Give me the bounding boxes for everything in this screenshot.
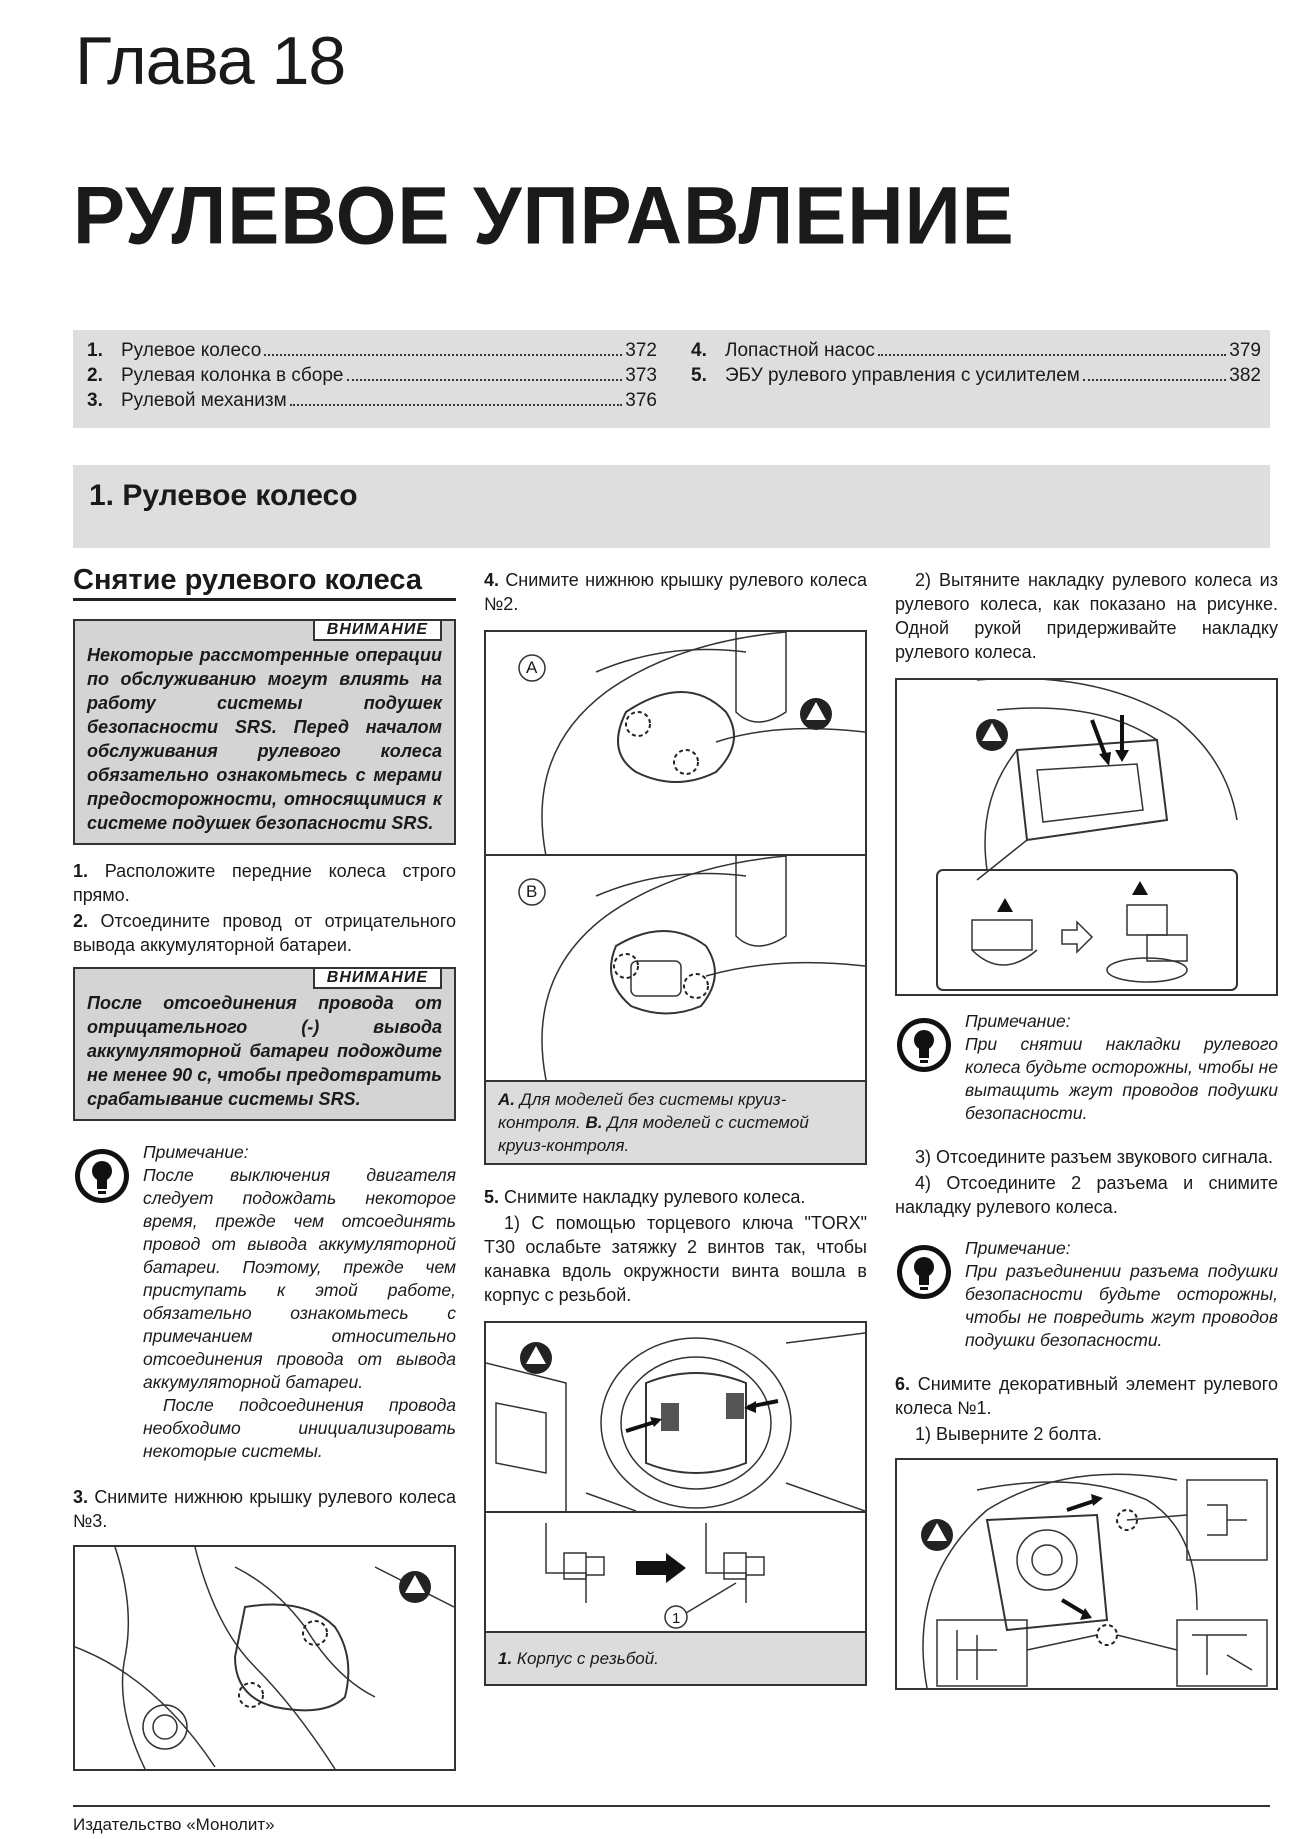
toc-item[interactable]: [87, 365, 657, 390]
toc-item-page: 373: [625, 365, 657, 386]
toc-item-number: 1.: [87, 340, 103, 361]
cover-illustration-a: [486, 632, 865, 856]
caption-key: 1.: [498, 1649, 513, 1668]
warning-label: ВНИМАНИЕ: [313, 619, 442, 641]
step-paragraph: [484, 1185, 867, 1209]
column-1: [73, 564, 456, 1771]
step-paragraph: [895, 1171, 1278, 1219]
figure-label-a: A: [526, 658, 538, 677]
caption-key: B.: [585, 1113, 603, 1132]
step-text: 1) Выверните 2 болта.: [915, 1424, 1102, 1444]
toc-item-number: 5.: [691, 365, 707, 386]
step-text: Снимите накладку рулевого колеса.: [504, 1187, 806, 1207]
note-block: [895, 1237, 1278, 1352]
step-text: Отсоедините провод от отрицательного вывода аккумуляторной батареи.: [73, 911, 456, 955]
warning-text: Некоторые рассмотренные операции по обслуживанию могут влиять на работу системы подушек безопасности SRS. Перед началом обслуживания рулевого колеса обязательно ознакомьтесь с мерами предосторожности, относящимися к системе подушек безопасности SRS.: [87, 645, 442, 833]
figure-caption: [486, 1080, 865, 1163]
step-paragraph: [73, 1485, 456, 1533]
toc-item-page: 372: [625, 340, 657, 361]
warning-label: ВНИМАНИЕ: [313, 967, 442, 989]
steering-pad-illustration: [897, 680, 1276, 994]
column-3: [895, 568, 1278, 1690]
note-text: При снятии накладки рулевого колеса будьте осторожны, чтобы не вытащить жгут проводов подушки безопасности.: [965, 1034, 1278, 1123]
toc-item[interactable]: [691, 340, 1261, 365]
note-text: При разъединении разъема подушки безопасности будьте осторожны, чтобы не повредить жгут проводов подушки безопасности.: [965, 1261, 1278, 1350]
step-text: 1) С помощью торцевого ключа "TORX" T30 ослабьте затяжку 2 винтов так, чтобы канавка вдоль окружности винта вошла в корпус с резьбой.: [484, 1213, 867, 1305]
step-text: 3) Отсоедините разъем звукового сигнала.: [915, 1147, 1273, 1167]
step-paragraph: [484, 1211, 867, 1307]
trim-bolts-illustration: [897, 1460, 1276, 1688]
step-number: 1.: [73, 861, 89, 881]
note-block: [895, 1010, 1278, 1125]
step-paragraph: [484, 568, 867, 616]
toc-item-page: 376: [625, 390, 657, 411]
chapter-label: Глава 18: [75, 23, 346, 99]
caption-text: Для моделей без системы круиз-контроля.: [498, 1090, 787, 1132]
toc-item-label: Лопастной насос: [725, 340, 875, 361]
note-title: Примечание:: [143, 1142, 249, 1162]
figure-pull-pad: [895, 678, 1278, 996]
section-title-text: Рулевое колесо: [122, 479, 358, 512]
tool-marker-icon: [399, 1571, 431, 1603]
step-number: 6.: [895, 1374, 911, 1394]
toc-item-number: 3.: [87, 390, 103, 411]
callout-number: 1: [672, 1610, 681, 1627]
section-header: [73, 465, 1270, 548]
step-paragraph: [895, 1372, 1278, 1420]
dashboard-illustration: [486, 1323, 865, 1511]
note-title: Примечание:: [965, 1238, 1071, 1258]
figure-decorative-trim: [895, 1458, 1278, 1690]
caption-key: A.: [498, 1090, 515, 1109]
toc-item[interactable]: [87, 340, 657, 365]
tool-marker-icon: [976, 719, 1008, 751]
subsection-heading: Снятие рулевого колеса: [73, 568, 456, 601]
step-paragraph: [895, 1422, 1278, 1446]
step-paragraph: [895, 568, 1278, 664]
note-title: Примечание:: [965, 1011, 1071, 1031]
toc-item-number: 2.: [87, 365, 103, 386]
section-title: [89, 479, 358, 513]
figure-label-b: B: [526, 882, 538, 901]
toc-item-page: 379: [1229, 340, 1261, 361]
step-number: 3.: [73, 1487, 89, 1507]
lightbulb-icon: [895, 1016, 953, 1074]
steering-cover-illustration: [75, 1547, 454, 1769]
caption-text: Для моделей с системой круиз-контроля.: [498, 1113, 809, 1155]
step-text: Снимите нижнюю крышку рулевого колеса №2.: [484, 570, 867, 614]
toc-item-label: Рулевая колонка в сборе: [121, 365, 344, 386]
figure-lower-cover-2: [484, 630, 867, 1165]
page-footer: [73, 1805, 1270, 1835]
warning-text: После отсоединения провода от отрицательного (-) вывода аккумуляторной батареи подождите не менее 90 с, чтобы предотвратить срабатывание системы SRS.: [87, 993, 442, 1109]
tool-marker-icon: [520, 1342, 552, 1374]
toc-item-label: Рулевое колесо: [121, 340, 262, 361]
toc-leader-dots: [878, 354, 1226, 356]
toc-leader-dots: [1083, 379, 1226, 381]
step-paragraph: [73, 909, 456, 957]
table-of-contents: [73, 330, 1270, 428]
lightbulb-icon: [73, 1147, 131, 1205]
toc-item[interactable]: [87, 390, 657, 415]
cover-illustration-b: [486, 856, 865, 1080]
note-text: После подсоединения провода необходимо инициализировать некоторые системы.: [143, 1395, 456, 1461]
warning-box: [73, 967, 456, 1121]
toc-leader-dots: [347, 379, 623, 381]
toc-item-number: 4.: [691, 340, 707, 361]
note-block: [73, 1141, 456, 1463]
step-text: Снимите декоративный элемент рулевого колеса №1.: [895, 1374, 1278, 1418]
note-text: После выключения двигателя следует подождать некоторое время, прежде чем отсоединять провод от вывода аккумуляторной батареи. Поэтому, прежде чем приступать к этой работе, обязательно ознакомьтесь с примечанием относительно отсоединения провода от вывода аккумуляторной батареи.: [143, 1165, 456, 1392]
warning-box: [73, 619, 456, 845]
figure-caption: [486, 1631, 865, 1684]
tool-marker-icon: [921, 1519, 953, 1551]
toc-item-page: 382: [1229, 365, 1261, 386]
figure-lower-cover-3: [73, 1545, 456, 1771]
step-text: 2) Вытяните накладку рулевого колеса из рулевого колеса, как показано на рисунке. Одной рукой придерживайте накладку рулевого колеса.: [895, 570, 1278, 662]
toc-item-label: ЭБУ рулевого управления с усилителем: [725, 365, 1080, 386]
step-number: 5.: [484, 1187, 500, 1207]
step-paragraph: [895, 1145, 1278, 1169]
column-2: [484, 568, 867, 1686]
step-text: Снимите нижнюю крышку рулевого колеса №3.: [73, 1487, 456, 1531]
tool-marker-icon: [800, 698, 832, 730]
step-number: 4.: [484, 570, 500, 590]
toc-leader-dots: [290, 404, 623, 406]
toc-item-label: Рулевой механизм: [121, 390, 287, 411]
toc-item[interactable]: [691, 365, 1261, 390]
lightbulb-icon: [895, 1243, 953, 1301]
step-paragraph: [73, 859, 456, 907]
publisher-name: Издательство «Монолит»: [73, 1815, 275, 1834]
figure-torx-screws: [484, 1321, 867, 1686]
step-text: Расположите передние колеса строго прямо.: [73, 861, 456, 905]
step-number: 2.: [73, 911, 89, 931]
caption-text: Корпус с резьбой.: [516, 1649, 659, 1668]
section-number: 1.: [89, 479, 115, 512]
toc-leader-dots: [264, 354, 622, 356]
step-text: 4) Отсоедините 2 разъема и снимите накладку рулевого колеса.: [895, 1173, 1278, 1217]
page-title: РУЛЕВОЕ УПРАВЛЕНИЕ: [73, 168, 1015, 262]
